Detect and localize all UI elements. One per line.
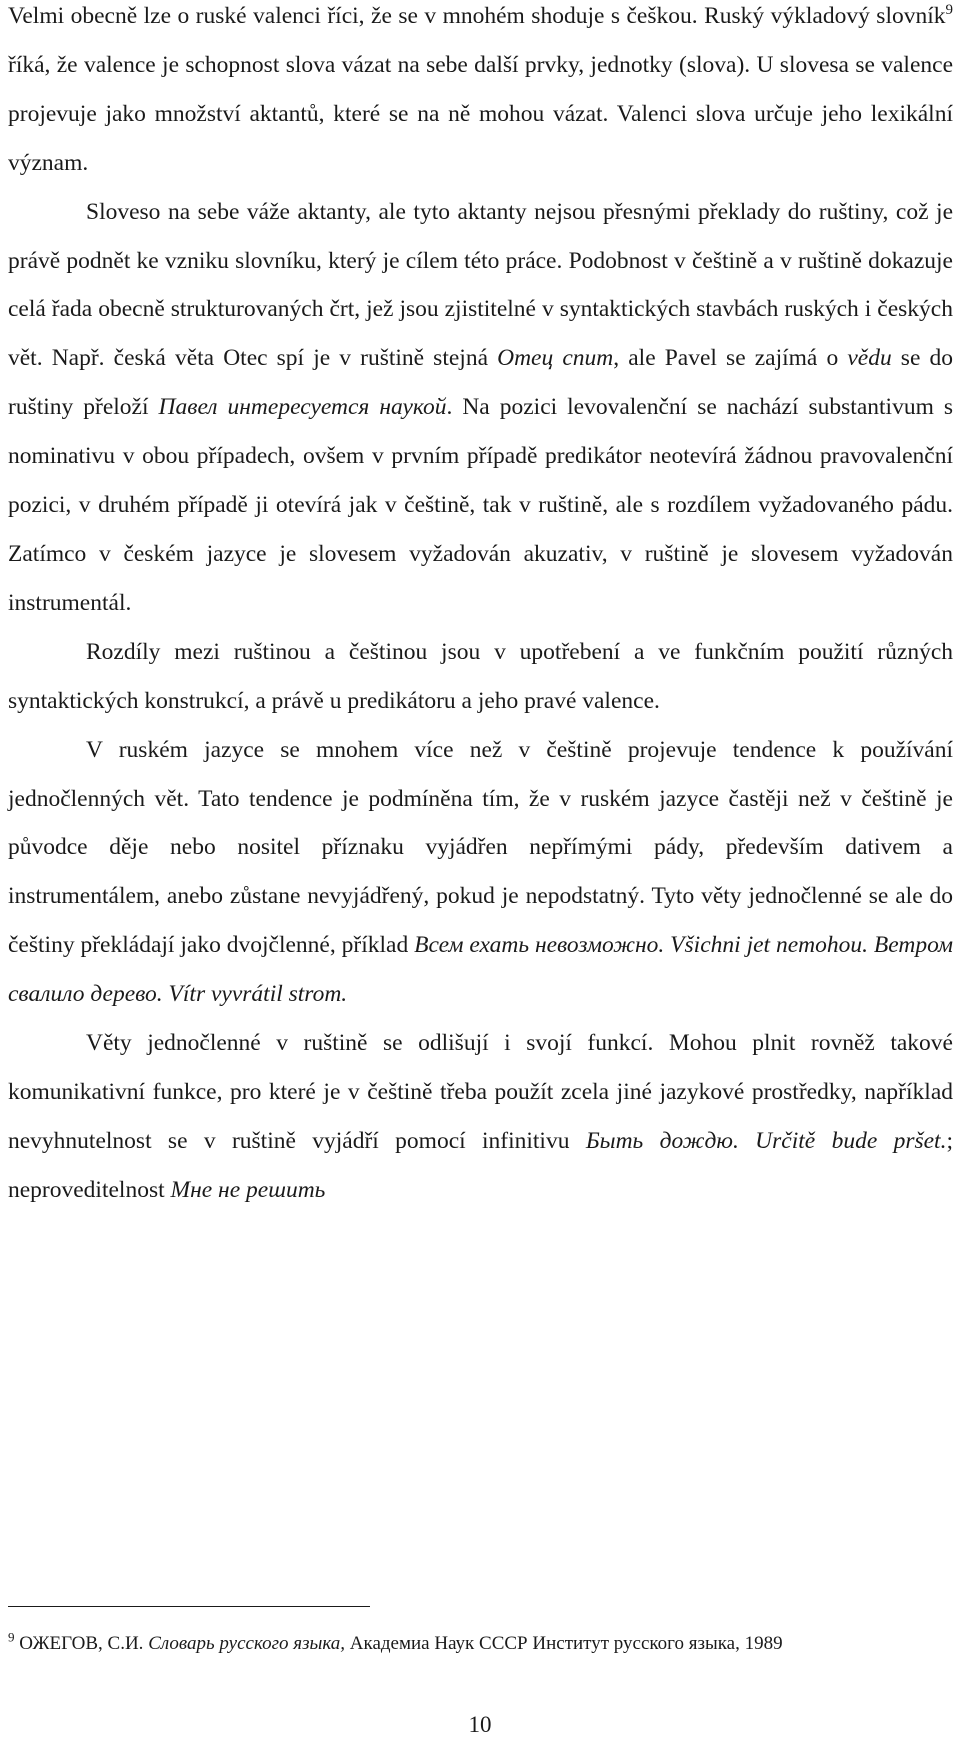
paragraph-5 (8, 1019, 953, 1215)
italic-run: Отец спит (497, 345, 614, 372)
text-run: . Na pozici levovalenční se nachází substantivum s nominativu v obou případech, ovšem v prvním případě predikátor neotevírá žádnou pravovalenční pozici, v druhém případě ji otevírá jak v češtině, tak v ruštině, ale s rozdílem vyžadovaného pádu. Zatímco v českém jazyce je slovesem vyžadován akuzativ, v ruštině je slovesem vyžadován instrumentál. (8, 394, 953, 616)
paragraph-2 (8, 188, 953, 628)
paragraph-3 (8, 628, 953, 726)
paragraph-4 (8, 726, 953, 1019)
text-run: říká, že valence je schopnost slova vázat na sebe další prvky, jednotky (slova). U slovesa se valence projevuje jako množství aktantů, které se na ně mohou vázat. Valenci slova určuje jeho lexikální význam. (8, 51, 953, 176)
footnote-separator (8, 1606, 370, 1607)
italic-run: Словарь русского языка, (148, 1633, 346, 1654)
text-run: Rozdíly mezi ruštinou a češtinou jsou v upotřebení a ve funkčním použití různých syntaktických konstrukcí, a právě u predikátoru a jeho pravé valence. (8, 638, 953, 714)
footnote-reference: 9 (945, 2, 953, 19)
text-run: se do ruštiny přeloží (8, 345, 953, 421)
text-run: Velmi obecně lze o ruské valenci říci, že se v mnohém shoduje s češkou. Ruský výkladový slovník (8, 3, 946, 29)
footnote (8, 1624, 953, 1664)
italic-run: Всем ехать невозможно. Všichni jet nemohou. Ветром свалило дерево. Vítr vyvrátil strom. (8, 932, 953, 1008)
italic-run: Павел интересуется наукой (158, 394, 447, 421)
footnote-number: 9 (8, 1629, 15, 1645)
text-run: Академиа Наук СССР Институт русского языка, 1989 (345, 1633, 783, 1654)
text-run: Věty jednočlenné v ruštině se odlišují i svojí funkcí. Mohou plnit rovněž takové komunikativní funkce, pro které je v češtině třeba použít zcela jiné jazykové prostředky, například nevyhnutelnost se v ruštině vyjádří pomocí infinitivu (8, 1030, 953, 1154)
italic-run: vědu (847, 345, 892, 372)
body-text (8, 0, 953, 1215)
text-run: , ale Pavel se zajímá o (613, 345, 848, 372)
italic-run: Быть дождю. Určitě bude pršet. (585, 1127, 947, 1154)
page-number: 10 (468, 1712, 492, 1737)
text-run: V ruském jazyce se mnohem více než v češtině projevuje tendence k používání jednočlenných vět. Tato tendence je podmíněna tím, že v ruském jazyce častěji než v češtině je původce děje nebo nositel příznaku vyjádřen nepřímými pády, především dativem a instrumentálem, anebo zůstane nevyjádřený, pokud je nepodstatný. Tyto věty jednočlenné se ale do češtiny překládají jako dvojčlenné, příklad (8, 736, 953, 959)
text-run: ОЖЕГОВ, С.И. (14, 1633, 149, 1654)
text-run: ; neproveditelnost (8, 1127, 953, 1203)
italic-run: Мне не решить (170, 1176, 326, 1203)
text-run: Sloveso na sebe váže aktanty, ale tyto aktanty nejsou přesnými překlady do ruštiny, což je právě podnět ke vzniku slovníku, který je cílem této práce. Podobnost v češtině a v ruštině dokazuje celá řada obecně strukturovaných črt, jež jsou zjistitelné v syntaktických stavbách ruských i českých vět. Např. česká věta Otec spí je v ruštině stejná (8, 198, 953, 372)
paragraph-1 (8, 0, 953, 188)
